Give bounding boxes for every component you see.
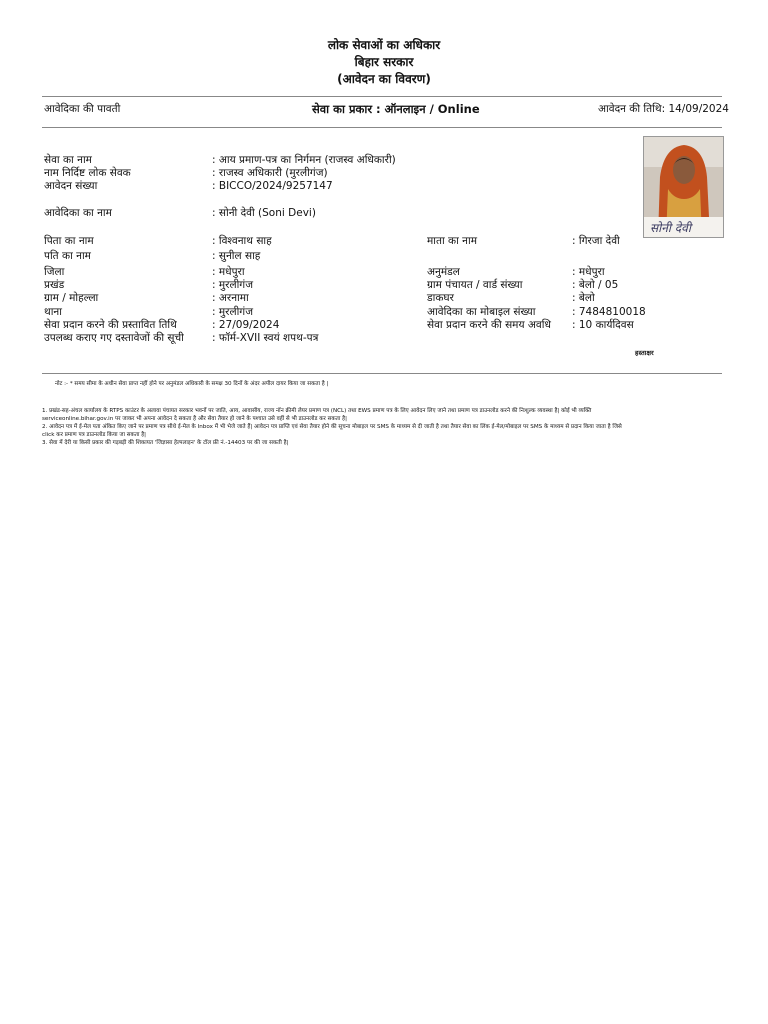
panchayat-label: ग्राम पंचायत / वार्ड संख्या [427,279,523,291]
header-line-1: लोक सेवाओं का अधिकार [327,38,441,52]
applicant-name-value: : सोनी देवी (Soni Devi) [212,207,316,219]
police-station-value: : मुरलीगंज [212,306,253,318]
district-label: जिला [44,266,65,278]
due-date-label: सेवा प्रदान करने की प्रस्तावित तिथि [44,319,177,331]
application-number-label: आवेदन संख्या [44,180,98,192]
subdivision-label: अनुमंडल [427,266,460,278]
instruction-2-line-2: click कर प्रमाण पत्र डाउनलोड किया जा सकता है| [42,432,147,438]
police-station-label: थाना [44,306,62,318]
post-office-value: : बेलो [572,292,595,304]
officer-value: : राजस्व अधिकारी (मुरलीगंज) [212,167,328,179]
instruction-1-line-1: 1. प्रखंड-सह-अंचल कार्यालय के RTPS काउंटर के अलावा पंचायत सरकार भवनों पर जाति, आय, आवासीय, राज्य नॉन क्रीमी लेयर प्रमाण पत्र (NCL) तथा EWS प्रमाण पत्र के लिए आवेदन लिए जाने तथा प्रमाण पत्र डाउनलोड करने की निःशुल्क व्यवस्था है| कोई भी व्यक्ति [42,408,592,414]
photo-signature: सोनी देवी [650,221,691,235]
husband-name-value: : सुनील साह [212,250,261,262]
application-number-value: : BICCO/2024/9257147 [212,180,333,192]
post-office-label: डाकघर [427,292,454,304]
mobile-label: आवेदिका का मोबाइल संख्या [427,306,536,318]
acknowledgement-label: आवेदिका की पावती [44,103,121,115]
divider-top [42,96,722,97]
mother-name-value: : गिरजा देवी [572,235,620,247]
husband-name-label: पति का नाम [44,250,91,262]
applicant-name-label: आवेदिका का नाम [44,207,112,219]
appeal-note: नोट :- * समय सीमा के अधीन सेवा प्राप्त नहीं होने पर अनुमंडल अधिकारी के समक्ष 30 दिनों के अंदर अपील दायर किया जा सकता है | [55,381,329,387]
village-label: ग्राम / मोहल्ला [44,292,99,304]
officer-label: नाम निर्दिष्ट लोक सेवक [44,167,131,179]
block-label: प्रखंड [44,279,65,291]
service-name-label: सेवा का नाम [44,154,92,166]
mother-name-label: माता का नाम [427,235,477,247]
subdivision-value: : मधेपुरा [572,266,605,278]
instruction-2-line-1: 2. आवेदन पत्र में ई-मेल पता अंकित किए जाने पर प्रमाण पत्र सीधे ई-मेल के Inbox में भी भेजे जाते हैं| आवेदन पत्र प्राप्ति एवं सेवा तैयार होने की सूचना मोबाइल पर SMS के माध्यम से दी जाती है तथा तैयार सेवा का लिंक ई-मेल/मोबाइल पर SMS के माध्यम से प्रदान किया जाता है जिसे [42,424,622,430]
header-line-3: (आवेदन का विवरण) [337,72,431,86]
signature-label: हस्ताक्षर [635,349,654,357]
village-value: : अरनामा [212,292,249,304]
divider-note [42,373,722,374]
time-limit-label: सेवा प्रदान करने की समय अवधि [427,319,551,331]
documents-label: उपलब्ध कराए गए दस्तावेजों की सूची [44,332,184,344]
instruction-3: 3. सेवा में देरी या किसी प्रकार की गड़बड़ी की शिकायत 'जिज्ञासा हेल्पलाइन' के टॉल फ्री नं.-14403 पर की जा सकती है| [42,440,289,446]
father-name-value: : विश्वनाथ साह [212,235,272,247]
divider-subheader [42,127,722,128]
block-value: : मुरलीगंज [212,279,253,291]
father-name-label: पिता का नाम [44,235,94,247]
instruction-1-line-2: serviceonline.bihar.gov.in पर जाकर भी अपना आवेदन दे सकता है और सेवा तैयार हो जाने के पश्चात उसे वहीं से भी डाउनलोड कर सकता है| [42,416,347,422]
header-line-2: बिहार सरकार [354,55,414,69]
district-value: : मधेपुरा [212,266,245,278]
service-type: सेवा का प्रकार : ऑनलाइन / Online [312,102,480,116]
service-name-value: : आय प्रमाण-पत्र का निर्गमन (राजस्व अधिकारी) [212,154,396,166]
mobile-value: : 7484810018 [572,306,646,318]
time-limit-value: : 10 कार्यदिवस [572,319,634,331]
applicant-photo [643,136,724,238]
application-date: आवेदन की तिथि: 14/09/2024 [598,103,729,115]
panchayat-value: : बेलो / 05 [572,279,619,291]
due-date-value: : 27/09/2024 [212,319,280,331]
documents-value: : फॉर्म-XVII स्वयं शपथ-पत्र [212,332,319,344]
